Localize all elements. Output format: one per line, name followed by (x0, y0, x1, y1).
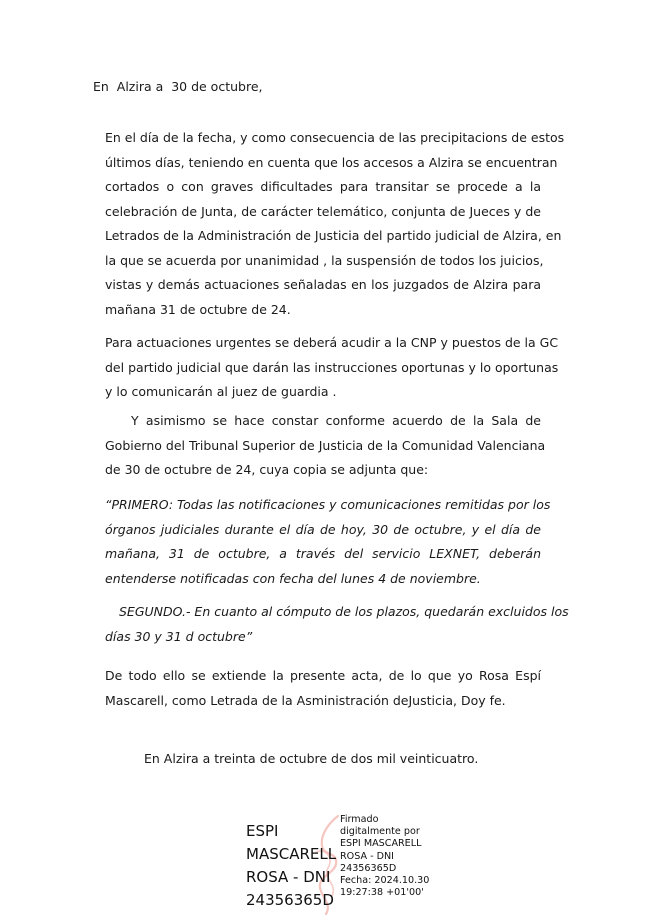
signature-detail-line: ROSA - DNI (340, 850, 395, 862)
signature-name (246, 820, 346, 912)
quote-line: “PRIMERO: Todas las notificaciones y comunicaciones remitidas por los (105, 497, 551, 512)
paragraph-junta (105, 126, 565, 322)
signature-details (340, 814, 450, 899)
quote-line: días 30 y 31 d octubre” (105, 628, 253, 644)
paragraph-line: Mascarell, como Letrada de la Asministración deJusticia, Doy fe. (105, 692, 506, 708)
quote-line: órganos judiciales durante el día de hoy, 30 de octubre, y el día de (105, 521, 541, 537)
signature-name-line: ROSA - DNI (246, 868, 331, 886)
paragraph-line: cortados o con graves dificultades para transitar se procede a la (105, 179, 541, 194)
quote-line: mañana, 31 de octubre, a través del servicio LEXNET, deberán (105, 546, 541, 561)
closing-line: En Alzira a treinta de octubre de dos mil veinticuatro. (144, 751, 479, 766)
paragraph-line: y lo comunicarán al juez de guardia . (105, 384, 337, 399)
paragraph-line: mañana 31 de octubre de 24. (105, 301, 291, 317)
paragraph-line: Y asimismo se hace constar conforme acuerdo de la Sala de (131, 413, 541, 428)
signature-detail-line: digitalmente por (340, 826, 420, 838)
signature-name-line: MASCARELL (246, 845, 337, 863)
digital-signature (246, 812, 446, 912)
signature-name-line: 24356365D (246, 891, 334, 909)
paragraph-line: la que se acuerda por unanimidad , la suspensión de todos los juicios, (105, 252, 544, 268)
signature-detail-line: 24356365D (340, 862, 397, 874)
date-line: En Alzira a 30 de octubre, (93, 79, 263, 94)
signature-detail-line: Firmado (340, 814, 379, 825)
paragraph-line: celebración de Junta, de carácter telemático, conjunta de Jueces y de (105, 203, 541, 219)
paragraph-line: Para actuaciones urgentes se deberá acudir a la CNP y puestos de la GC (105, 335, 559, 350)
paragraph-line: De todo ello se extiende la presente acta, de lo que yo Rosa Espí (105, 668, 541, 683)
signature-detail-line: Fecha: 2024.10.30 (340, 875, 430, 887)
paragraph-line: vistas y demás actuaciones señaladas en los juzgados de Alzira para (105, 277, 541, 292)
signature-detail-line: ESPI MASCARELL (340, 838, 422, 850)
quote-segundo (105, 600, 569, 649)
signature-detail-line: 19:27:38 +01'00' (340, 887, 424, 899)
quote-primero (105, 493, 551, 591)
paragraph-line: En el día de la fecha, y como consecuencia de las precipitacions de estos (105, 130, 565, 145)
paragraph-asimismo (105, 409, 546, 483)
quote-line: entenderse notificadas con fecha del lunes 4 de noviembre. (105, 570, 481, 586)
paragraph-doy-fe (105, 664, 541, 713)
paragraph-line: del partido judicial que darán las instrucciones oportunas y lo oportunas (105, 359, 559, 375)
paragraph-line: Gobierno del Tribunal Superior de Justicia de la Comunidad Valenciana (105, 437, 546, 453)
signature-name-line: ESPI (246, 822, 279, 840)
paragraph-urgentes (105, 331, 559, 405)
paragraph-line: últimos días, teniendo en cuenta que los accesos a Alzira se encuentran (105, 154, 558, 170)
paragraph-line: de 30 de octubre de 24, cuya copia se adjunta que: (105, 462, 429, 477)
paragraph-line: Letrados de la Administración de Justicia del partido judicial de Alzira, en (105, 228, 562, 243)
quote-line: SEGUNDO.- En cuanto al cómputo de los plazos, quedarán excluidos los (119, 604, 569, 619)
